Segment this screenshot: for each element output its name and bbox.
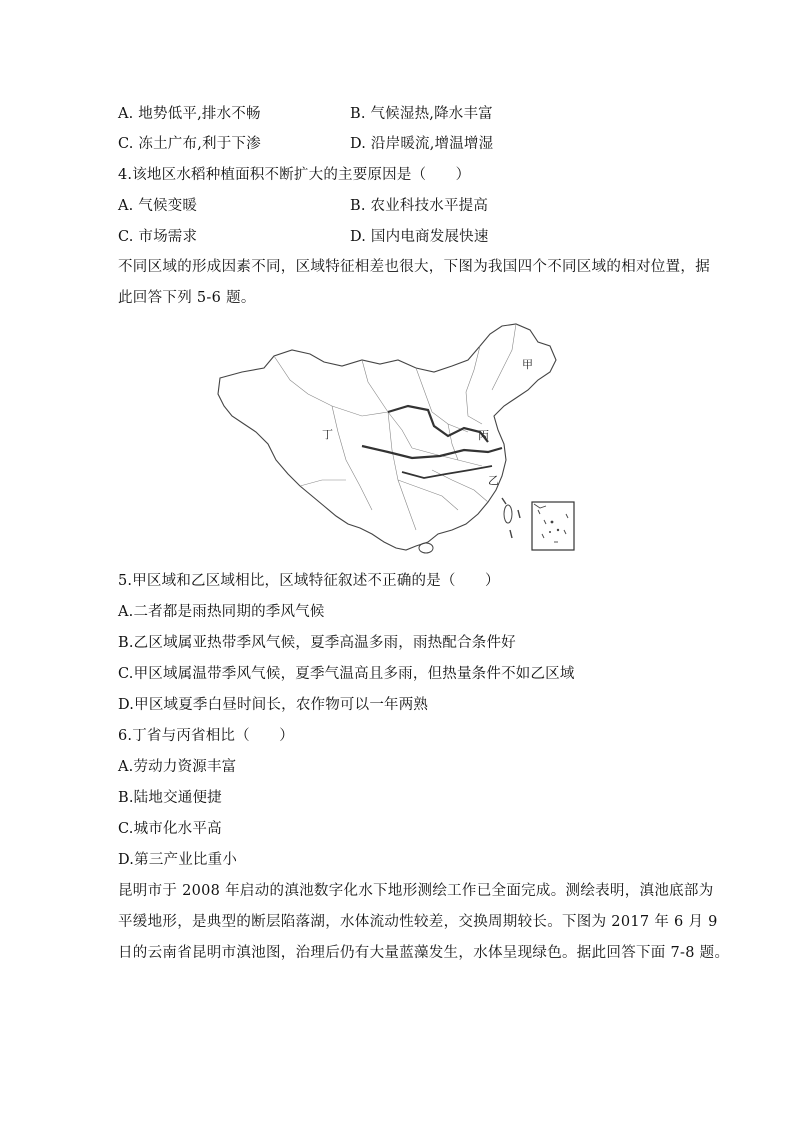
q6-option-d: D.第三产业比重小	[118, 852, 238, 868]
q3-option-c: C. 冻土广布,利于下渗	[118, 136, 261, 152]
taiwan-island	[504, 505, 512, 523]
q3-option-d: D. 沿岸暖流,增温增湿	[350, 136, 494, 152]
q5-option-c: C.甲区域属温带季风气候，夏季气温高且多雨，但热量条件不如乙区域	[118, 666, 575, 682]
q4-option-d: D. 国内电商发展快速	[350, 229, 489, 245]
qinling-huaihe-line	[362, 446, 502, 458]
q3-option-b: B. 气候湿热,降水丰富	[350, 106, 493, 122]
region-label-jia: 甲	[522, 358, 533, 371]
q3-option-row-1	[118, 104, 493, 124]
region-label-bing: 丙	[478, 429, 489, 442]
north-south-divide-line	[388, 406, 488, 442]
q6-option-c: C.城市化水平高	[118, 821, 222, 837]
province-borders	[274, 324, 516, 530]
q4-option-row-2	[118, 227, 489, 247]
intro-7-8-line-2: 平缓地形，是典型的断层陷落湖，水体流动性较差，交换周期较长。下图为 2017 年 6 月 9	[118, 914, 718, 930]
q3-option-row-2	[118, 134, 494, 154]
q5-option-d: D.甲区域夏季白昼时间长，农作物可以一年两熟	[118, 697, 429, 713]
south-china-sea-inset	[532, 502, 574, 550]
intro-7-8-line-3: 日的云南省昆明市滇池图，治理后仍有大量蓝藻发生，水体呈现绿色。据此回答下面 7-8 题。	[118, 945, 730, 961]
southern-boundary-line	[402, 466, 492, 478]
q4-option-a: A. 气候变暖	[118, 198, 198, 214]
q4-option-b: B. 农业科技水平提高	[350, 198, 489, 214]
china-regions-map	[212, 320, 582, 556]
q6-option-b: B.陆地交通便捷	[118, 790, 222, 806]
china-map-svg	[212, 320, 582, 556]
q4-option-c: C. 市场需求	[118, 229, 198, 245]
intro-5-6-line-2: 此回答下列 5-6 题。	[118, 290, 256, 306]
q6-stem: 6.丁省与丙省相比（ ）	[118, 728, 294, 744]
region-label-yi: 乙	[488, 474, 499, 487]
china-outline	[218, 324, 556, 550]
q4-option-row-1	[118, 196, 489, 216]
q6-option-a: A.劳动力资源丰富	[118, 759, 237, 775]
q5-option-b: B.乙区域属亚热带季风气候，夏季高温多雨，雨热配合条件好	[118, 635, 516, 651]
intro-5-6	[118, 252, 710, 314]
q5-option-a: A.二者都是雨热同期的季风气候	[118, 604, 325, 620]
hainan-island	[419, 543, 433, 553]
q3-option-a: A. 地势低平,排水不畅	[118, 106, 261, 122]
q4-stem: 4.该地区水稻种植面积不断扩大的主要原因是（ ）	[118, 167, 471, 183]
q5-stem: 5.甲区域和乙区域相比，区域特征叙述不正确的是（ ）	[118, 573, 500, 589]
intro-5-6-line-1: 不同区域的形成因素不同，区域特征相差也很大，下图为我国四个不同区域的相对位置，据	[118, 259, 710, 275]
intro-7-8-line-1: 昆明市于 2008 年启动的滇池数字化水下地形测绘工作已全面完成。测绘表明，滇池底部为	[118, 883, 714, 899]
region-label-ding: 丁	[322, 428, 333, 441]
intro-7-8	[118, 876, 730, 969]
